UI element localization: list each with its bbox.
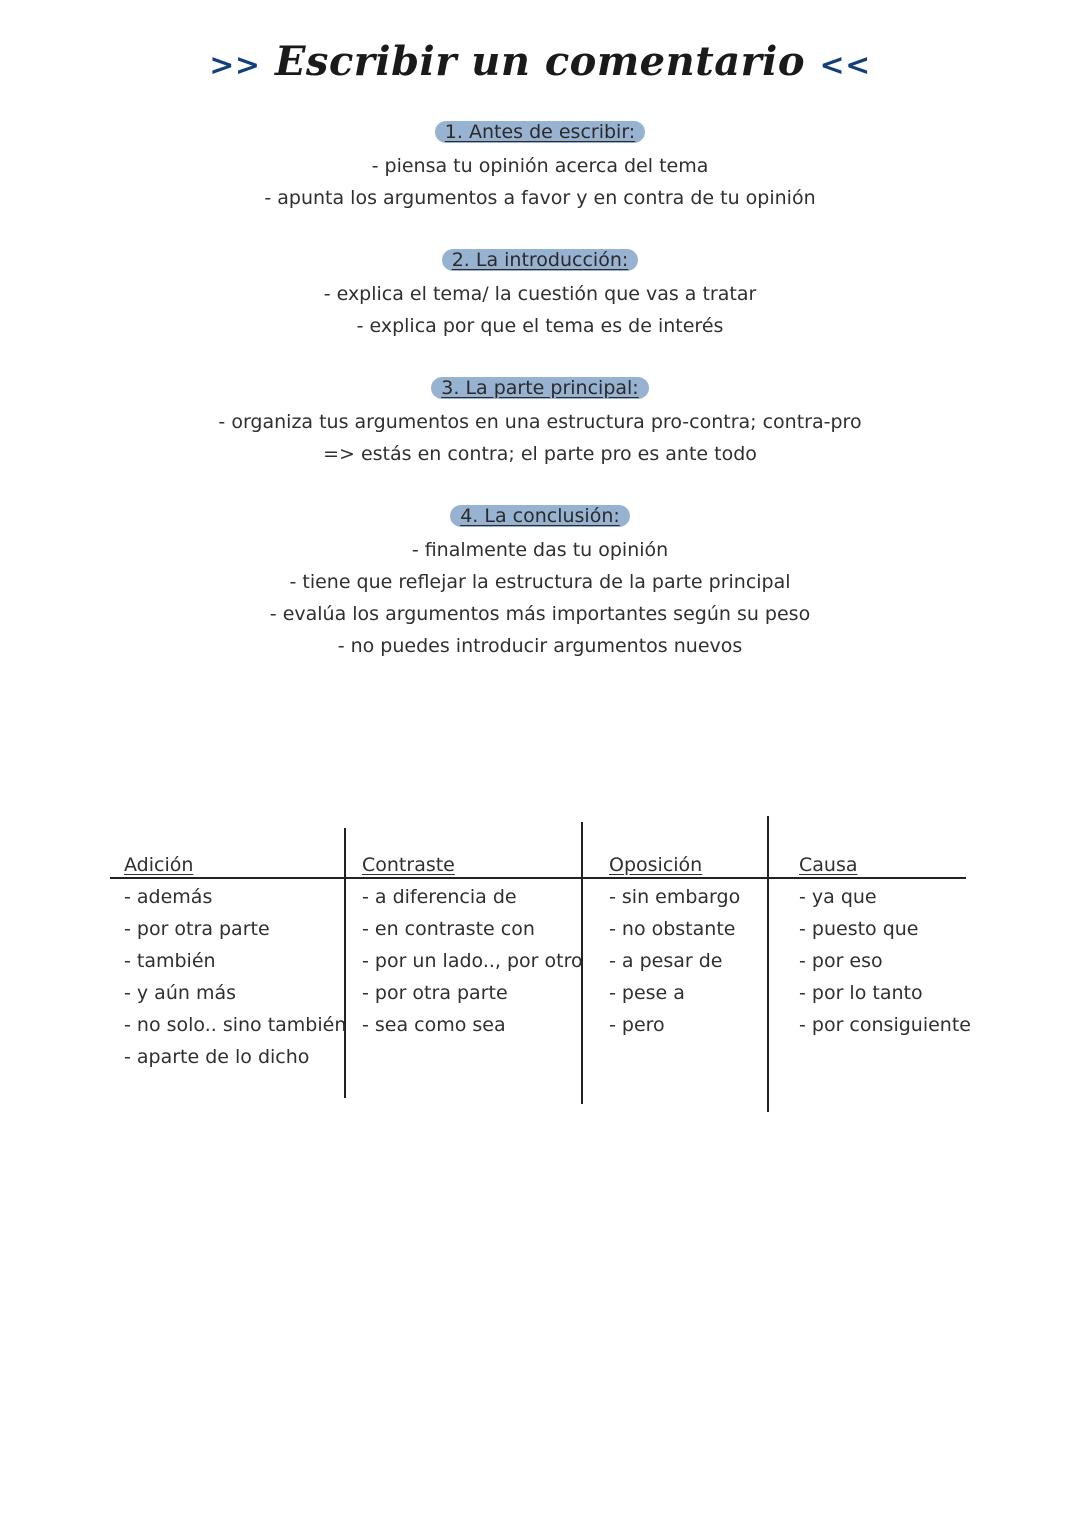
list-item: - por consiguiente [799,1014,971,1036]
list-item: - además [124,886,213,908]
list-item: - pese a [609,982,685,1004]
list-item: - por un lado.., por otro [362,950,583,972]
list-item: - también [124,950,216,972]
list-item: - por eso [799,950,883,972]
column-causa [799,849,971,1041]
column-header: Adición [124,854,194,876]
list-item: - por lo tanto [799,982,923,1004]
list-item: - puesto que [799,918,919,940]
list-item: - a pesar de [609,950,723,972]
column-header: Oposición [609,854,703,876]
section-line: - evalúa los argumentos más importantes según su peso [269,603,811,625]
list-item: - por otra parte [124,918,270,940]
section-heading: 1. Antes de escribir: [435,121,645,143]
section-line: - no puedes introducir argumentos nuevos [337,635,743,657]
column-divider [767,816,769,1112]
list-item: - en contraste con [362,918,535,940]
section-line: - tiene que reflejar la estructura de la parte principal [289,571,791,593]
section-line: - piensa tu opinión acerca del tema [371,155,709,177]
section-line: - explica el tema/ la cuestión que vas a tratar [323,283,757,305]
section-line: - apunta los argumentos a favor y en contra de tu opinión [264,187,816,209]
title-arrow-right: << [819,48,871,83]
title-arrow-left: >> [209,48,261,83]
section-heading: 3. La parte principal: [431,377,648,399]
title-text: Escribir un comentario [274,38,806,85]
section-heading: 4. La conclusión: [450,505,630,527]
column-header: Causa [799,854,858,876]
section-heading: 2. La introducción: [442,249,639,271]
list-item: - ya que [799,886,877,908]
list-item: - no obstante [609,918,736,940]
list-item: - a diferencia de [362,886,517,908]
list-item: - por otra parte [362,982,508,1004]
list-item: - sea como sea [362,1014,506,1036]
list-item: - pero [609,1014,665,1036]
section-line: - finalmente das tu opinión [411,539,669,561]
column-contraste [362,849,583,1041]
list-item: - y aún más [124,982,236,1004]
list-item: - no solo.. sino también [124,1014,347,1036]
section-line: - explica por que el tema es de interés [356,315,724,337]
column-adicion [124,849,346,1073]
list-item: - sin embargo [609,886,741,908]
section-line: - organiza tus argumentos en una estructura pro-contra; contra-pro [218,411,862,433]
section-line: => estás en contra; el parte pro es ante todo [323,443,757,465]
list-item: - aparte de lo dicho [124,1046,310,1068]
column-header: Contraste [362,854,455,876]
column-oposicion [609,849,740,1041]
